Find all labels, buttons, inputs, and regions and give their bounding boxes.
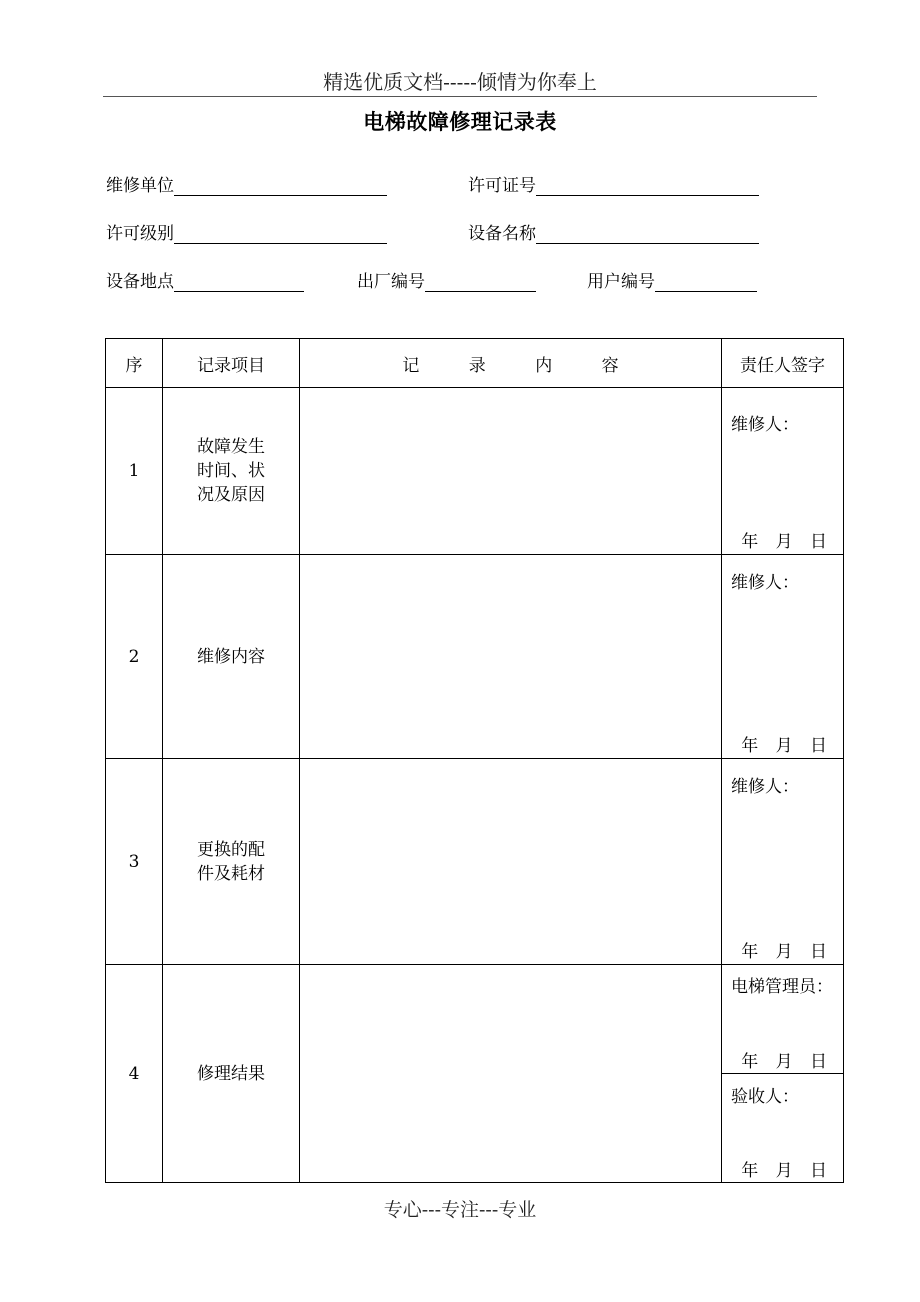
field-license-no-label: 许可证号 bbox=[468, 176, 536, 196]
table-header-row bbox=[106, 339, 844, 388]
field-license-no bbox=[468, 171, 759, 196]
header-sign: 责任人签字 bbox=[722, 339, 844, 388]
field-user-no-label: 用户编号 bbox=[587, 272, 655, 292]
field-location-label: 设备地点 bbox=[106, 272, 174, 292]
page-footer: 专心---专注---专业 bbox=[383, 1199, 537, 1221]
record-table bbox=[105, 338, 844, 1183]
sign-date: 年 月 日 bbox=[741, 942, 833, 962]
header-seq: 序 bbox=[106, 339, 163, 388]
field-factory-no-blank[interactable] bbox=[425, 273, 536, 292]
header-content-label: 记 录 内 容 bbox=[402, 355, 641, 376]
header-content bbox=[300, 339, 722, 388]
row-content-cell[interactable] bbox=[300, 965, 722, 1183]
row-seq: 1 bbox=[106, 388, 163, 555]
row-item: 修理结果 bbox=[163, 965, 300, 1183]
row-content-cell[interactable] bbox=[300, 388, 722, 555]
row-sign-cell[interactable] bbox=[722, 555, 844, 759]
row-seq: 2 bbox=[106, 555, 163, 759]
row-content-cell[interactable] bbox=[300, 555, 722, 759]
signer-label: 维修人： bbox=[731, 415, 799, 435]
field-license-level-blank[interactable] bbox=[174, 225, 387, 244]
table-row bbox=[106, 555, 844, 759]
signer-label: 维修人： bbox=[731, 777, 799, 797]
sign-date: 年 月 日 bbox=[741, 736, 833, 756]
signer-label: 电梯管理员： bbox=[731, 977, 833, 997]
row-item: 维修内容 bbox=[163, 555, 300, 759]
page-header: 精选优质文档-----倾情为你奉上 bbox=[323, 70, 597, 94]
document-title: 电梯故障修理记录表 bbox=[363, 109, 557, 134]
table-row bbox=[106, 759, 844, 965]
field-location-blank[interactable] bbox=[174, 273, 304, 292]
manager-sign-block[interactable] bbox=[722, 965, 843, 1073]
acceptor-date: 年 月 日 bbox=[741, 1161, 833, 1181]
row-sign-cell[interactable] bbox=[722, 965, 844, 1183]
sign-date: 年 月 日 bbox=[741, 532, 833, 552]
row-item: 更换的配 件及耗材 bbox=[163, 759, 300, 965]
sign-date: 年 月 日 bbox=[741, 1052, 833, 1072]
field-unit bbox=[106, 171, 387, 196]
field-user-no-blank[interactable] bbox=[655, 273, 757, 292]
acceptor-sign-block[interactable] bbox=[722, 1073, 843, 1182]
row-content-cell[interactable] bbox=[300, 759, 722, 965]
table-row bbox=[106, 388, 844, 555]
field-equipment-name bbox=[468, 219, 759, 244]
field-unit-label: 维修单位 bbox=[106, 176, 174, 196]
row-item: 故障发生 时间、状 况及原因 bbox=[163, 388, 300, 555]
field-equipment-name-blank[interactable] bbox=[536, 225, 759, 244]
table-row bbox=[106, 965, 844, 1183]
row-sign-cell[interactable] bbox=[722, 388, 844, 555]
field-unit-blank[interactable] bbox=[174, 177, 387, 196]
row-seq: 4 bbox=[106, 965, 163, 1183]
signer-label: 维修人： bbox=[731, 573, 799, 593]
field-license-level-label: 许可级别 bbox=[106, 224, 174, 244]
header-rule bbox=[103, 96, 817, 97]
field-factory-no-label: 出厂编号 bbox=[357, 272, 425, 292]
field-equipment-name-label: 设备名称 bbox=[468, 224, 536, 244]
header-item: 记录项目 bbox=[163, 339, 300, 388]
field-license-no-blank[interactable] bbox=[536, 177, 759, 196]
field-user-no bbox=[587, 267, 757, 292]
field-location bbox=[106, 267, 304, 292]
field-license-level bbox=[106, 219, 387, 244]
acceptor-label: 验收人： bbox=[731, 1087, 799, 1107]
row-sign-cell[interactable] bbox=[722, 759, 844, 965]
field-factory-no bbox=[357, 267, 536, 292]
row-seq: 3 bbox=[106, 759, 163, 965]
